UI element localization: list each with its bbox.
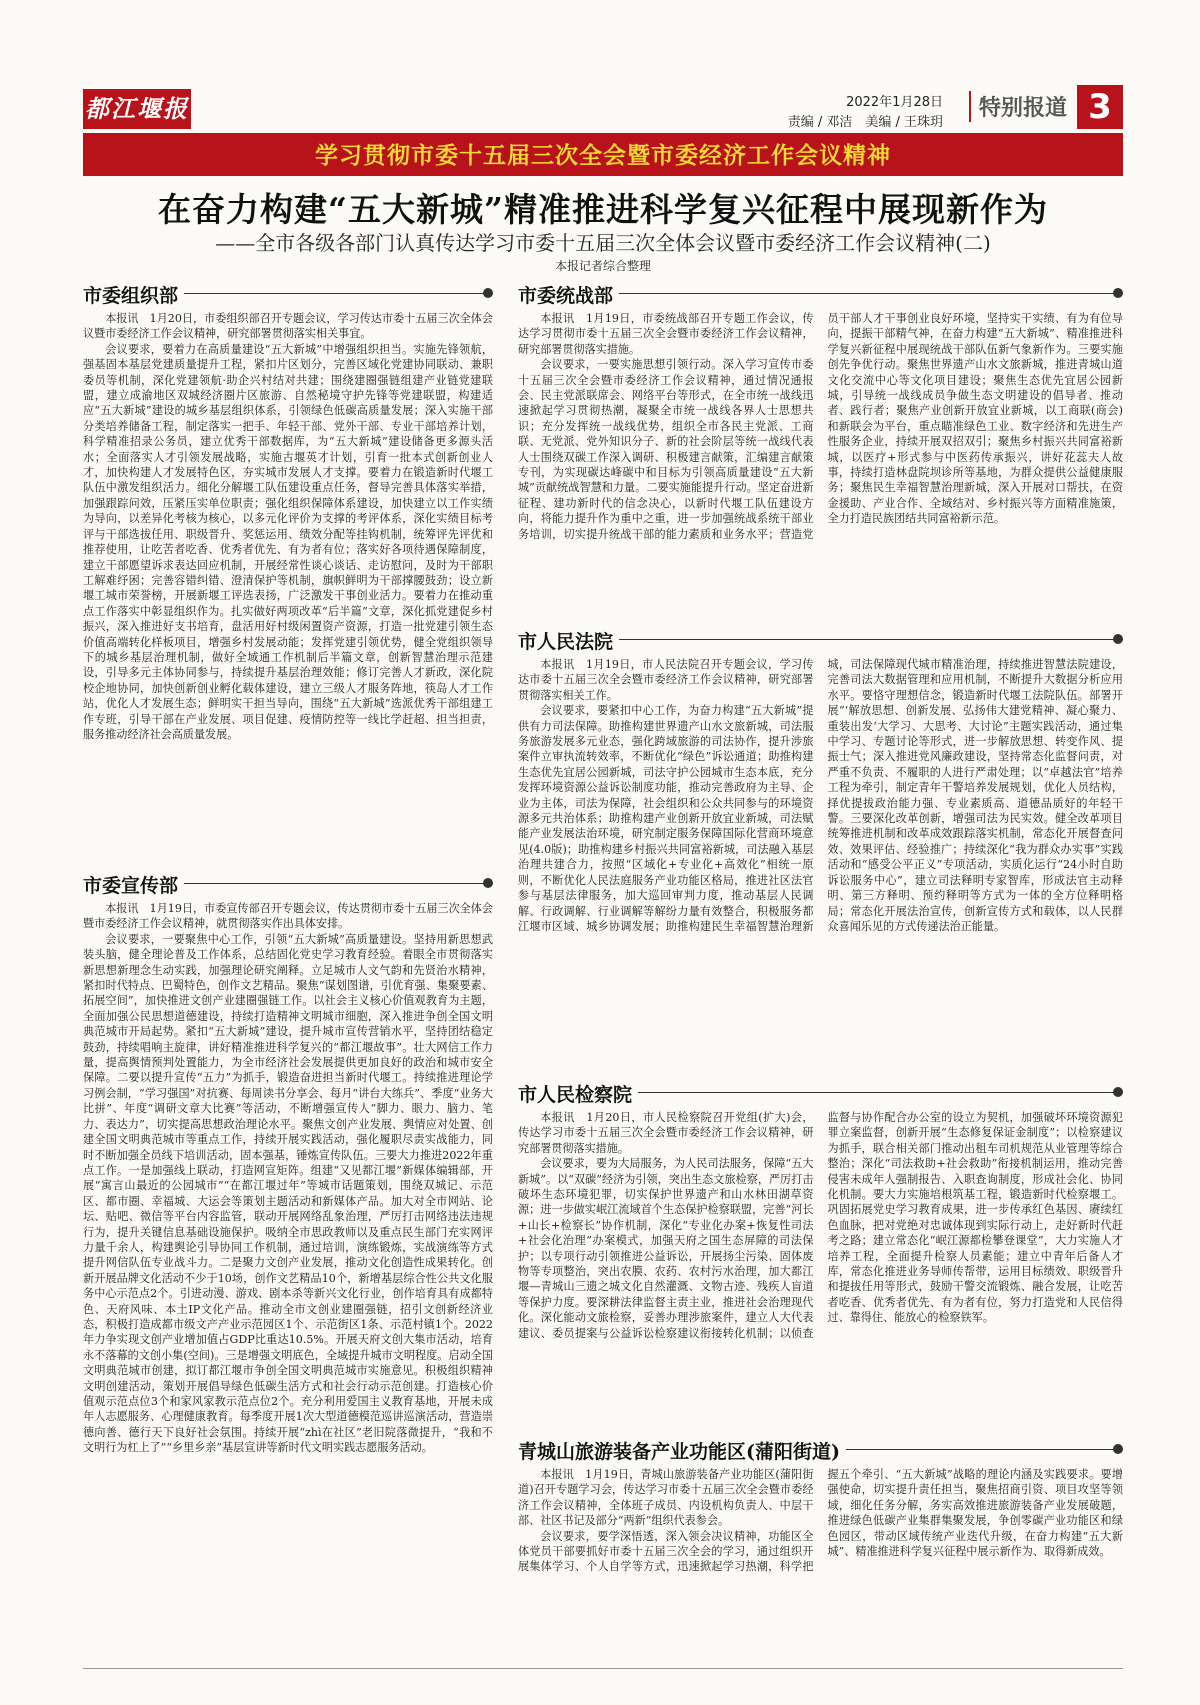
article-title: 市委组织部 [83,285,184,307]
article-title: 青城山旅游装备产业功能区(蒲阳街道) [518,1441,846,1463]
paragraph: 会议要求，要紧扣中心工作，为奋力构建“五大新城”提供有力司法保障。助推构建世界遗产山水文旅新城，司法服务旅游发展多元业态，强化跨域旅游的司法协作，提升涉旅案件立审执流转效率，不断优化“绿色”诉讼通道；助推构建生态优先宜居公园新城，司法守护公园城市生态本底，充分发挥环境资源公益诉讼制度功能，推动完善政府为主导、企业为主体，司法为保障，社会组织和公众共同参与的环境资源多元共治体系；助推构建产业创新开放宜业新城，司法赋能产业发展法治环境，研究制定服务保障国际化营商环境意见(4.0版)；助推构建乡村振兴共同富裕新城，司法融入基层治理共建合力，按照“区域化+专业化+高效化”相统一原则，不断优化人民法庭服务产业功能区格局，推进社区法官参与基层法律服务，加大巡回审判力度，推动基层人民调解、行政调解、行业调解等解纷力量有效整合，积极服务都江堰市区域、城乡协调发展；助推构建民生幸福智慧治理新城，司法保障现代城市精准治理，持续推进智慧法院建设，完善司法大数据管理和应用机制，不断提升大数据分析应用水平。要恪守理想信念，锻造新时代堰工法院队伍。部署开展“‘解放思想、创新发展、弘扬伟大建党精神、凝心聚力、重装出发’大学习、大思考、大讨论”主题实践活动，通过集中学习、专题讨论等形式，进一步解放思想、转变作风、提振士气；深入推进党风廉政建设，坚持常态化监督问责，对严重不负责、不履职的人进行严肃处理；以“卓越法官”培养工程为牵引，制定青年干警培养发展规划，优化人员结构，择优提拔政治能力强、专业素质高、道德品质好的年轻干警。三要深化改革创新，增强司法为民实效。健全改革项目统筹推进机制和改革成效跟踪落实机制，常态化开展督查问效、效果评估、经验推广；持续深化“我为群众办实事”实践活动和“感受公平正义”专项活动，实质化运行“24小时自助诉讼服务中心”，建立司法释明专家智库，形成法官主动释明、第三方释明、预约释明等方式为一体的全方位释明格局；常态化开展法治宣传，创新宣传方式和载体，以人民群众喜闻乐见的方式传递法治正能量。 [518,658,1123,933]
article-title: 市委宣传部 [83,875,184,897]
newspaper-logo: 都江堰报 [83,89,191,129]
article-fayuan [518,627,1123,1067]
paragraph: 会议要求，一要聚焦中心工作，引领“五大新城”高质量建设。坚持用新思想武装头脑，健全理论普及工作体系，总结固化党史学习教育经验。着眼全市贯彻落实新思想新理念生动实践，加强理论研究阐释。立足城市人文气韵和先贤治水精神，紧扣时代特点、巴蜀特色，创作文艺精品。聚焦“谋划图谱，引优育强、集聚要素、拓展空间”，加快推进文创产业建圈强链工作。以社会主义核心价值观教育为主题，全面加强公民思想道德建设，持续打造精神文明城市细胞，深入推进争创全国文明典范城市开局起势。紧扣“五大新城”建设，提升城市宣传营销水平，坚持团结稳定鼓劲，持续唱响主旋律，讲好精准推进科学复兴的“都江堰故事”。壮大网信工作力量，提高舆情预判处置能力，为全市经济社会发展提供更加良好的政治和城市安全保障。二要以提升宣传“五力”为抓手，锻造奋进担当新时代堰工。持续推进理论学习例会制，“学习强国”对抗赛、每周读书分享会、每月“讲台大练兵”、季度“业务大比拼”、年度“调研文章大比赛”等活动，不断增强宣传人“脚力、眼力、脑力、笔力、表达力”，切实提高思想政治理论水平。聚焦文创产业发展、舆情应对处置、创建全国文明典范城市等重点工作，持续开展实践活动，强化履职尽责实战能力，同时不断加强全员线下培训活动，固本强基，锤炼宣传队伍。三要大力推进2022年重点工作。一是加强线上联动，打造网宣矩阵。组建“又见都江堰”新媒体编辑部，开展“寓言山最近的公园城市”“在都江堰过年”等城市话题策划，围绕双城记、示范区、都市圈、幸福城、大运会等策划主题活动和新媒体产品。加大对全市网站、论坛、贴吧、微信等平台内容监管，联动开展网络乱象治理，严厉打击网络违法违规行为，提升关键信息基础设施保护。吸纳全市思政教师以及重点民生部门充实网评力量千余人，构建舆论引导协同工作机制，通过培训，演练锻炼，实战演练等方式提升网信队伍专业战斗力。二是聚力文创产业发展，推动文化创造性成果转化。创新开展品牌文化活动不少于10场，创作文艺精品10个，新增基层综合性公共文化服务中心示范点2个。引进动漫、游戏、剧本杀等新兴文化行业，创作培育具有成都特色、天府风味、本土IP文化产品。推动全市文创业建圈强链，招引文创新经济业态，积极打造成都市级文产产业示范园区1个、示范街区1条、示范村镇1个。2022年力争实现文创产业增加值占GDP比重达10.5%。开展天府文创大集市活动，培育永不落幕的文创小集(空间)。三是增强文明底色，全域提升城市文明程度。启动全国文明典范城市创建，拟订都江堰市争创全国文明典范城市实施意见。积极组织精神文明创建活动，策划开展倡导绿色低碳生活方式和社会行动示范创建。打造核心价值观示范点位3个和家风家教示范点位2个。充分利用爱国主义教育基地，开展未成年人志愿服务、心理健康教育。每季度开展1次大型道德模范巡讲巡演活动，营造崇德向善、德行天下良好社会氛围。持续开展“zhì在社区”老旧院落微提升，“我和不文明行为杠上了”“乡里乡亲”基层宣讲等新时代文明实践志愿服务活动。 [83,932,493,1455]
masthead [83,83,1123,133]
article-qingcheng [518,1437,1123,1666]
article-header [518,627,1123,653]
article-title: 市委统战部 [518,285,619,307]
paragraph: 会议要求，要为大局服务，为人民司法服务，保障“五大新城”。以“双碳”经济为引领，突出生态文旅检察，严厉打击破坏生态环境犯罪，切实保护世界遗产和山水林田湖草资源；进一步做实岷江流域首个生态保护检察联盟，完善“河长+山长+检察长”协作机制，深化“专业化办案+恢复性司法+社会化治理”办案模式，加强天府之国生态屏障的司法保护；以专项行动引领推进公益诉讼，开展扬尘污染、固体废物等专项整治，突出农膜、农药、农村污水治理，加大都江堰—青城山三遗之城文化自然灌溉、文物古迹、残疾人盲道等保护力度。要深耕法律监督主责主业，推进社会治理现代化。深化能动文旅检察，妥善办理涉旅案件，建立人大代表建议、委员提案与公益诉讼检察建议衔接转化机制；以侦查监督与协作配合办公室的设立为契机，加强破坏环境资源犯罪立案监督，创新开展“生态修复保证金制度”；以检察建议为抓手，联合相关部门推动出租车司机规范从业管理等综合整治；深化“司法救助+社会救助”衔接机制运用，推动完善侵害未成年人强制报告、入职查询制度，形成社会化、协同化机制。要大力实施培根筑基工程，锻造新时代检察堰工。巩固拓展党史学习教育成果，进一步传承红色基因、赓续红色血脉，把对党绝对忠诚体现到实际行动上，走好新时代赶考之路；建立常态化“岷江源都检攀登课堂”，大力实施人才培养工程，全面提升检察人员素能；建立中青年后备人才库，常态化推进业务导师传帮带，运用目标绩效、职级晋升和提拔任用等形式，鼓励干警交流锻炼、融合发展，让吃苦者吃香、优秀者优先、有为者有位，努力打造党和人民信得过、靠得住、能放心的检察铁军。 [518,1111,1123,1340]
sub-headline: ——全市各级各部门认真传达学习市委十五届三次全体会议暨市委经济工作会议精神(二) [215,231,991,255]
article-zuzhibu [83,281,493,856]
article-xuanchuanbu [83,871,493,1666]
article-body [83,311,493,851]
article-body [518,1110,1123,1426]
header-dot [1113,634,1123,644]
article-tongzhanbu [518,281,1123,611]
article-header [518,1080,1123,1106]
article-body [518,1467,1123,1663]
article-header [83,281,493,307]
article-body [518,657,1123,1063]
article-header [518,1437,1123,1463]
paragraph: 会议要求，要学深悟透，深入领会决议精神，功能区全体党员干部要抓好市委十五届三次全会的学习，通过组织开展集体学习、个人自学等方式，迅速掀起学习热潮，科学把握五个牵引、“五大新城”战略的理论内涵及实践要求。要增强使命，切实提升责任担当，聚焦招商引资、项目攻坚等领域，细化任务分解，务实高效推进旅游装备产业发展破题，推进绿色低碳产业集群集聚发展，争创零碳产业功能区和绿色园区，带动区域传统产业迭代升级，在奋力构建“五大新城”、精准推进科学复兴征程中展示新作为、取得新成效。 [518,1468,1123,1574]
article-body [518,311,1123,607]
byline: 本报记者综合整理 [554,259,651,273]
paragraph: 本报讯 1月19日，青城山旅游装备产业功能区(蒲阳街道)召开专题学习会，传达学习市委十五届三次全会暨市委经济工作会议精神，全体班子成员、内设机构负责人、中层干部、社区书记及部分“两新”组织代表参会。 [518,1468,814,1528]
paragraph: 本报讯 1月19日，市人民法院召开专题会议，学习传达市委十五届三次全会暨市委经济工作会议精神，研究部署贯彻落实相关工作。 [518,658,814,702]
paragraph: 本报讯 1月20日，市人民检察院召开党组(扩大)会，传达学习市委十五届三次全会暨市委经济工作会议精神，研究部署贯彻落实措施。 [518,1111,814,1155]
footer-rule [83,1668,1123,1669]
header-dot [483,288,493,298]
article-header [518,281,1123,307]
header-dot [483,878,493,888]
issue-date: 2022年1月28日 [846,95,943,110]
paragraph: 本报讯 1月20日，市委组织部召开专题会议，学习传达市委十五届三次全体会议暨市委经济工作会议精神，研究部署贯彻落实相关事宜。 [83,312,493,341]
article-title: 市人民法院 [518,631,619,653]
article-jianchayuan [518,1080,1123,1430]
header-dot [1113,1087,1123,1097]
article-title: 市人民检察院 [518,1084,638,1106]
paragraph: 本报讯 1月19日，市委宣传部召开专题会议，传达贯彻市委十五届三次全体会暨市委经济工作会议精神，就贯彻落实作出具体安排。 [83,902,493,931]
main-headline: 在奋力构建“五大新城”精准推进科学复兴征程中展现新作为 [158,190,1048,229]
topic-banner: 学习贯彻市委十五届三次全会暨市委经济工作会议精神 [83,136,1123,176]
paragraph: 会议要求，要着力在高质量建设“五大新城”中增强组织担当。实施先锋领航，强基固本基层党建质量提升工程，紧扣片区划分，完善区域化党建协同联动、兼职委员等机制，深化党建领航·助企兴村结对共建；围绕建圈强链组建产业链党建联盟，建立成渝地区双城经济圈片区旅游、自然秘境守护先锋等党建联盟，构建适应“五大新城”建设的城乡基层组织体系，引领绿色低碳高质量发展；深入实施干部分类培养储备工程，制定落实一把手、年轻干部、党外干部、专业干部培养计划，科学精准招录公务员，建立优秀干部数据库，为“五大新城”建设储备更多源头活水；全面落实人才引领发展战略，实施古堰英才计划，引育一批本式创新创业人才，加快构建人才发展特色区，夯实城市发展人才支撑。要着力在锻造新时代堰工队伍中激发组织活力。细化分解堰工队伍建设重点任务，督导完善具体落实举措，加强跟踪问效，压紧压实单位职责；强化组织保障体系建设，加快建立以工作实绩为导向，以差异化考核为核心，以多元化评价为支撑的考评体系，深化实绩目标考评与干部选拔任用、职级晋升、奖惩运用、绩效分配等挂钩机制，统筹评先评优和推荐使用，让吃苦者吃香、优秀者优先、有为者有位；落实好各项待遇保障制度，建立干部愿望诉求表达回应机制，开展经常性谈心谈话、走访慰问，及时为干部职工解难纾困；完善容错纠错、澄清保护等机制，旗帜鲜明为干部撑腰鼓劲；设立新堰工城市荣誉榜，开展新堰工评选表扬，广泛激发干事创业活力。要着力在推动重点工作落实中彰显组织作为。扎实做好两项改革“后半篇”文章，深化抓党建促乡村振兴，深入推进好支书培育，盘活用好村级闲置资产资源，打造一批党建引领生态价值高端转化样板项目，增强乡村发展动能；发挥党建引领优势，健全党组织领导下的城乡基层治理机制，做好全域通工作机制后半篇文章，创新智慧治理示范建设，引导多元主体协同参与，持续提升基层治理效能；修订完善人才新政，深化院校企地协同，加快创新创业孵化载体建设，建立三级人才服务阵地，筷岛人才工作站，优化人才发展生态；鲜明实干担当导向，围绕“五大新城”选派优秀干部组建工作专班，引导干部在产业发展、项目促建、疫情防控等一线比学赶超、担当担责，服务推动经济社会高质量发展。 [83,342,493,741]
page-number: 3 [1077,85,1123,129]
editor-credits: 责编 / 邓洁 美编 / 王珠玥 [787,115,943,130]
section-label: 特别报道 [969,91,1067,122]
header-dot [1113,288,1123,298]
article-header [83,871,493,897]
article-body [83,901,493,1663]
paragraph: 会议要求，一要实施思想引领行动。深入学习宣传市委十五届三次全会暨市委经济工作会议精神，通过情况通报会、民主党派联席会、网络平台等形式，在全市统一战线迅速掀起学习贯彻热潮，凝聚全市统一战线各界人士思想共识；充分发挥统一战线优势，组织全市各民主党派、工商联、无党派、党外知识分子、新的社会阶层等统一战线代表人士围绕双碳工作深入调研、积极建言献策，汇编建言献策专刊，为实现碳达峰碳中和目标为引领高质量建设“五大新城”贡献统战智慧和力量。二要实施能提升行动。坚定奋进新征程、建功新时代的信念决心，以新时代堰工队伍建设方向，将能力提升作为重中之重，进一步加强统战系统干部业务培训，切实提升统战干部的能力素质和业务水平；营造党员干部人才干事创业良好环境，坚持实干实绩、有为有位导向，提振干部精气神，在奋力构建“五大新城”、精准推进科学复兴新征程中展现统战干部队伍新气象新作为。三要实施创先争优行动。聚焦世界遗产山水文旅新城，推进青城山道文化交流中心等文化项目建设；聚焦生态优先宜居公园新城，引导统一战线成员争做生态文明建设的倡导者、推动者、践行者；聚焦产业创新开放宜业新城，以工商联(商会)和新联会为平台，重点瞄准绿色工业、数字经济和先进生产性服务企业，持续开展双招双引；聚焦乡村振兴共同富裕新城，以医疗+形式参与中医药传承振兴，讲好花蕊夫人故事，持续打造林盘院坝诊所等基地，为群众提供公益健康服务；聚焦民生幸福智慧治理新城，深入开展对口帮扶，在资金援助、产业合作、全域结对、乡村振兴等方面精准施策，全力打造民族团结共同富裕新示范。 [518,312,1123,541]
paragraph: 本报讯 1月19日，市委统战部召开专题工作会议，传达学习贯彻市委十五届三次全会暨市委经济工作会议精神，研究部署贯彻落实措施。 [518,312,814,356]
header-dot [1113,1444,1123,1454]
